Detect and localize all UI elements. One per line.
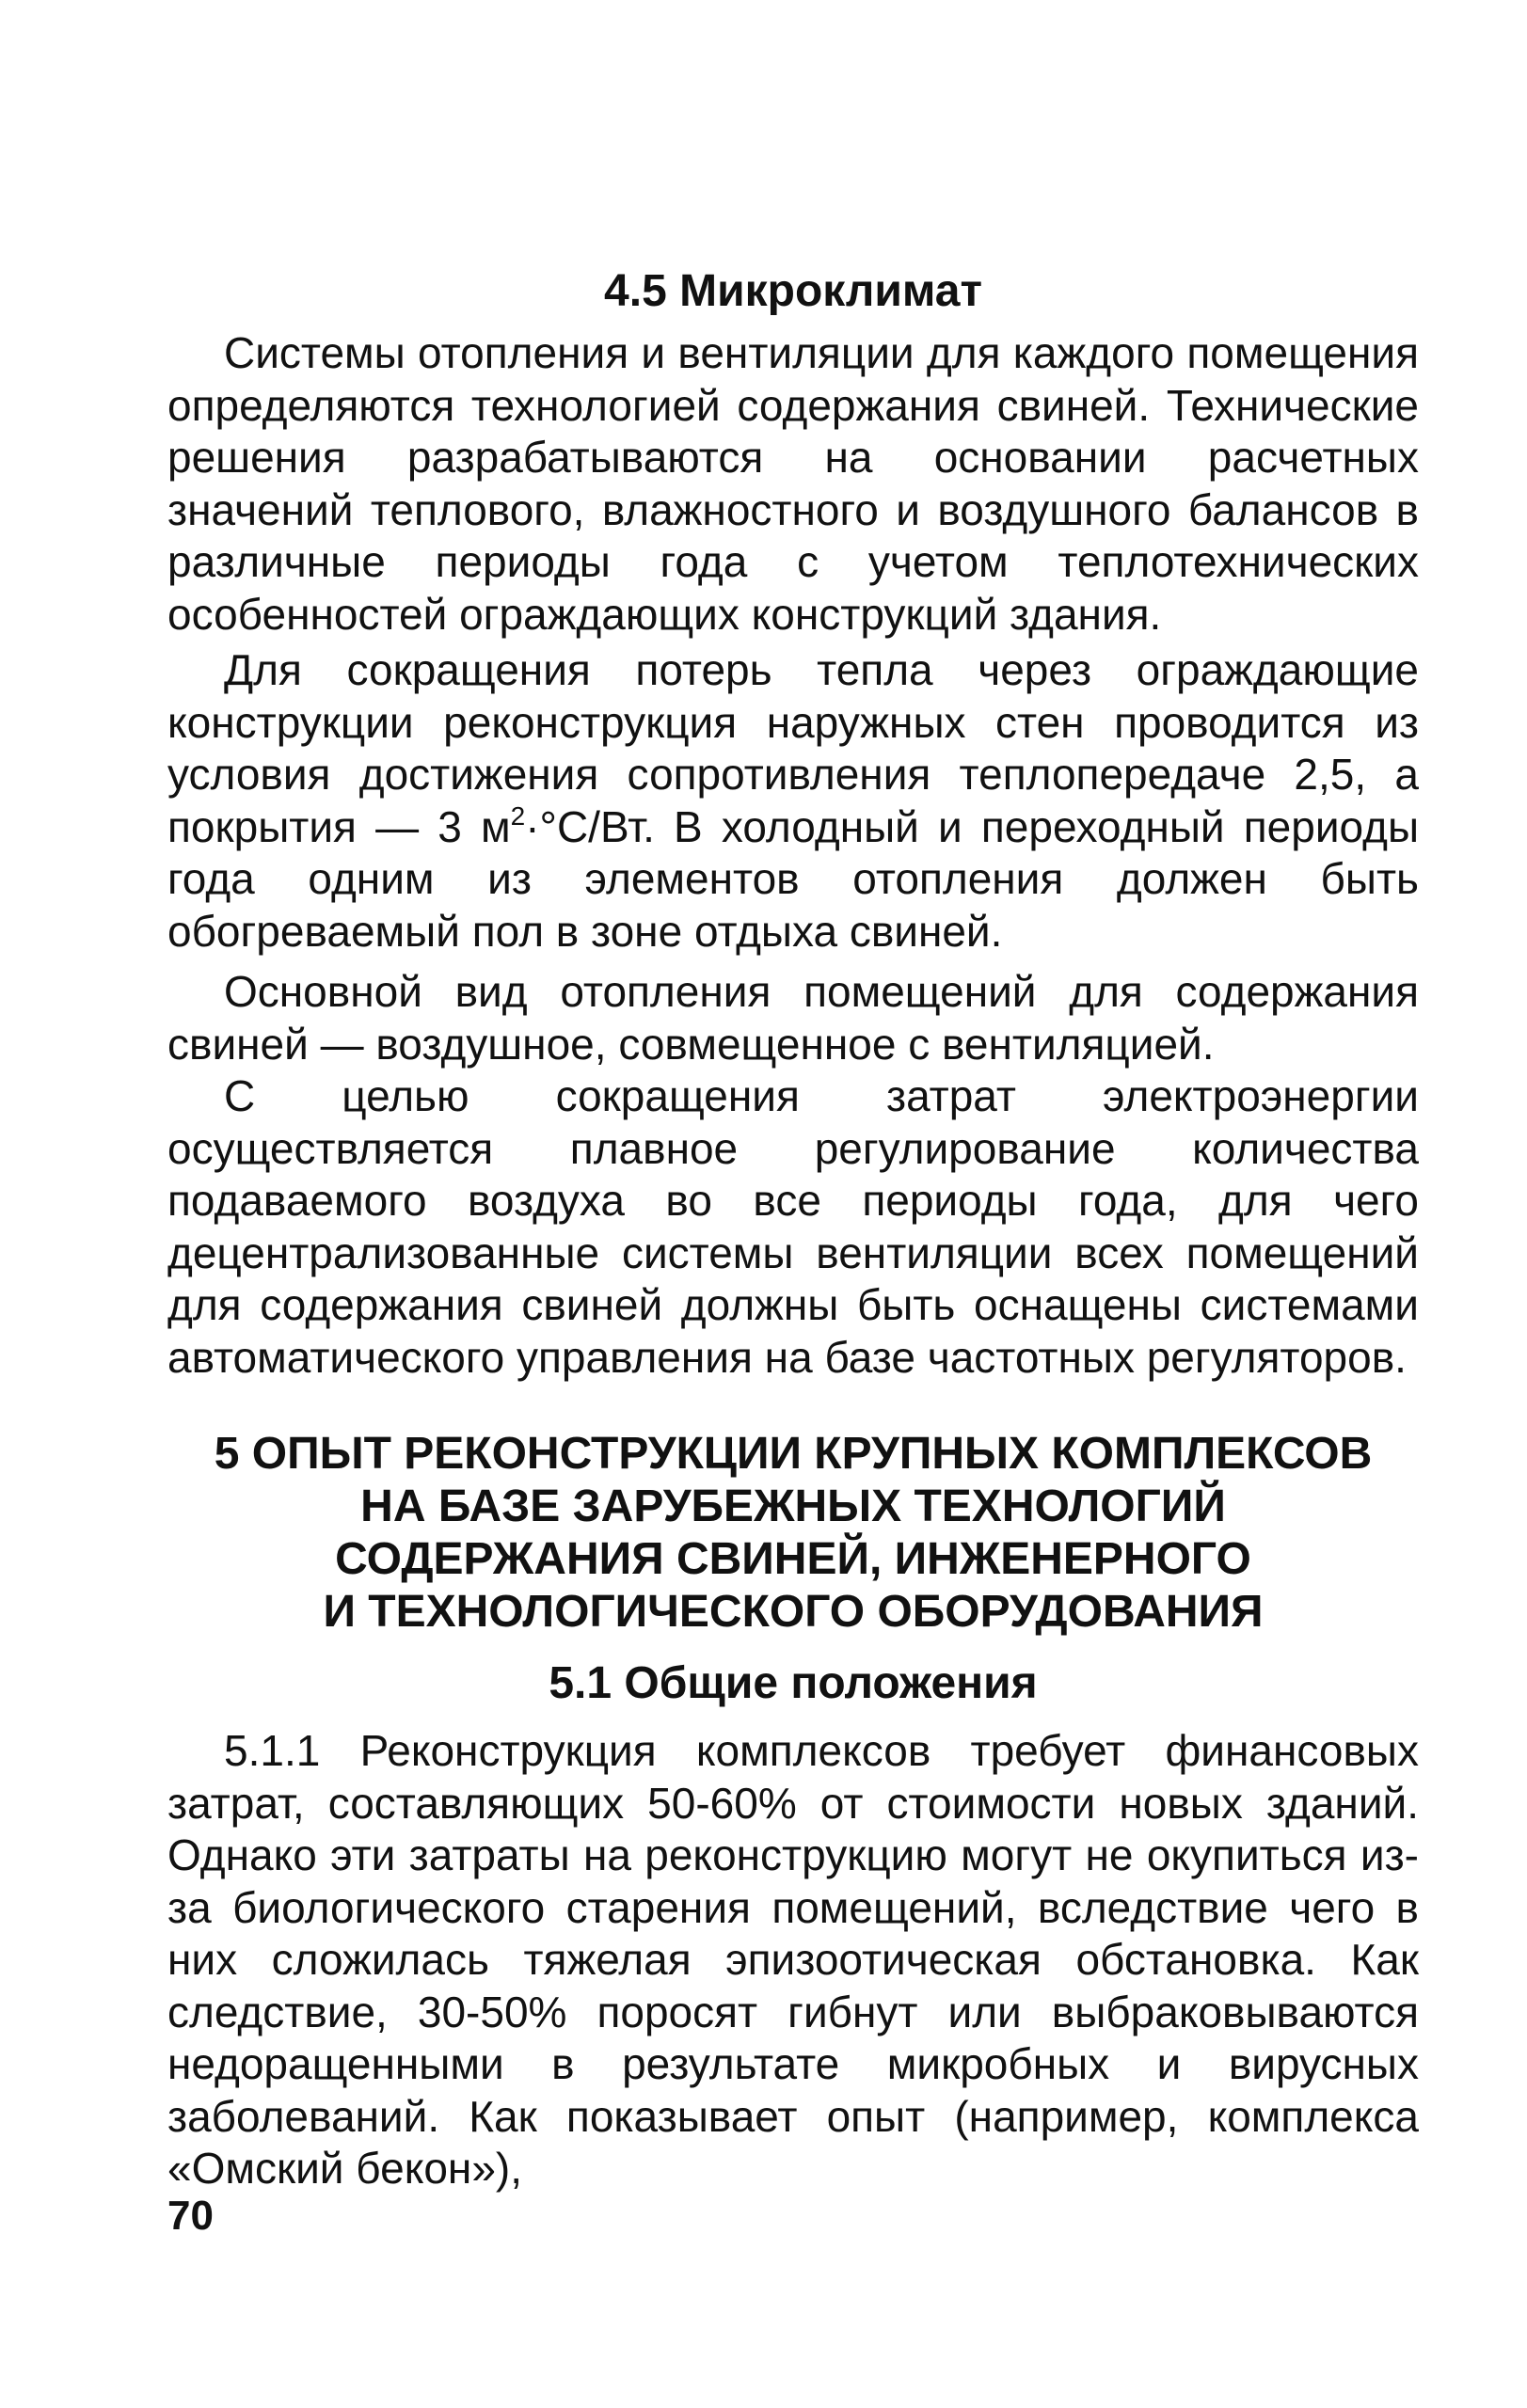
- paragraph-heat-loss-text-end: ·°С/Вт. В холодный и переходный периоды года одним из элементов отопления должен быть обогреваемый пол в зоне отдыха свиней.: [167, 801, 1420, 956]
- superscript-exponent: 2: [510, 800, 526, 831]
- paragraph-energy-saving: С целью сокращения затрат электроэнергии осуществляется плавное регулирование количества подаваемого воздуха во все периоды года, для чего децентрализованные системы вентиляции всех помещений для содержания свиней должны быть оснащены системами автоматического управления на базе частотных регуляторов.: [167, 1071, 1419, 1382]
- paragraph-heat-loss: [167, 644, 1419, 958]
- page-number: 70: [167, 2193, 214, 2239]
- paragraph-heating-ventilation: Системы отопления и вентиляции для каждого помещения определяются технологией содержания свиней. Технические решения разрабатываются на основании расчетных значений теплового, влажностного и воздушного балансов в различные периоды года с учетом теплотехнических особенностей ограждающих конструкций здания.: [167, 328, 1419, 639]
- chapter-heading-line: НА БАЗЕ ЗАРУБЕЖНЫХ ТЕХНОЛОГИЙ: [360, 1481, 1226, 1531]
- paragraph-heat-loss-text-start: Для сокращения потерь тепла через ограждающие конструкции реконструкция наружных стен проводится из условия достижения сопротивления теплопередаче 2,5, а покрытия — 3 м: [167, 645, 1419, 851]
- chapter-heading-5: [167, 1428, 1419, 1639]
- document-page: [167, 0, 1419, 2408]
- chapter-heading-line: 5 ОПЫТ РЕКОНСТРУКЦИИ КРУПНЫХ КОМПЛЕКСОВ: [214, 1429, 1373, 1479]
- paragraph-air-heating: Основной вид отопления помещений для содержания свиней — воздушное, совмещенное с вентиляцией.: [167, 967, 1419, 1069]
- section-heading-4-5: 4.5 Микроклимат: [604, 266, 982, 316]
- section-heading-5-1: 5.1 Общие положения: [549, 1658, 1038, 1708]
- paragraph-5-1-1: 5.1.1 Реконструкция комплексов требует финансовых затрат, составляющих 50-60% от стоимости новых зданий. Однако эти затраты на реконструкцию могут не окупиться из-за биологического старения помещений, вследствие чего в них сложилась тяжелая эпизоотическая обстановка. Как следствие, 30-50% поросят гибнут или выбраковываются недоращенными в результате микробных и вирусных заболеваний. Как показывает опыт (например, комплекса «Омский бекон»),: [167, 1726, 1419, 2193]
- chapter-heading-line: СОДЕРЖАНИЯ СВИНЕЙ, ИНЖЕНЕРНОГО: [335, 1534, 1251, 1584]
- chapter-heading-line: И ТЕХНОЛОГИЧЕСКОГО ОБОРУДОВАНИЯ: [323, 1587, 1264, 1637]
